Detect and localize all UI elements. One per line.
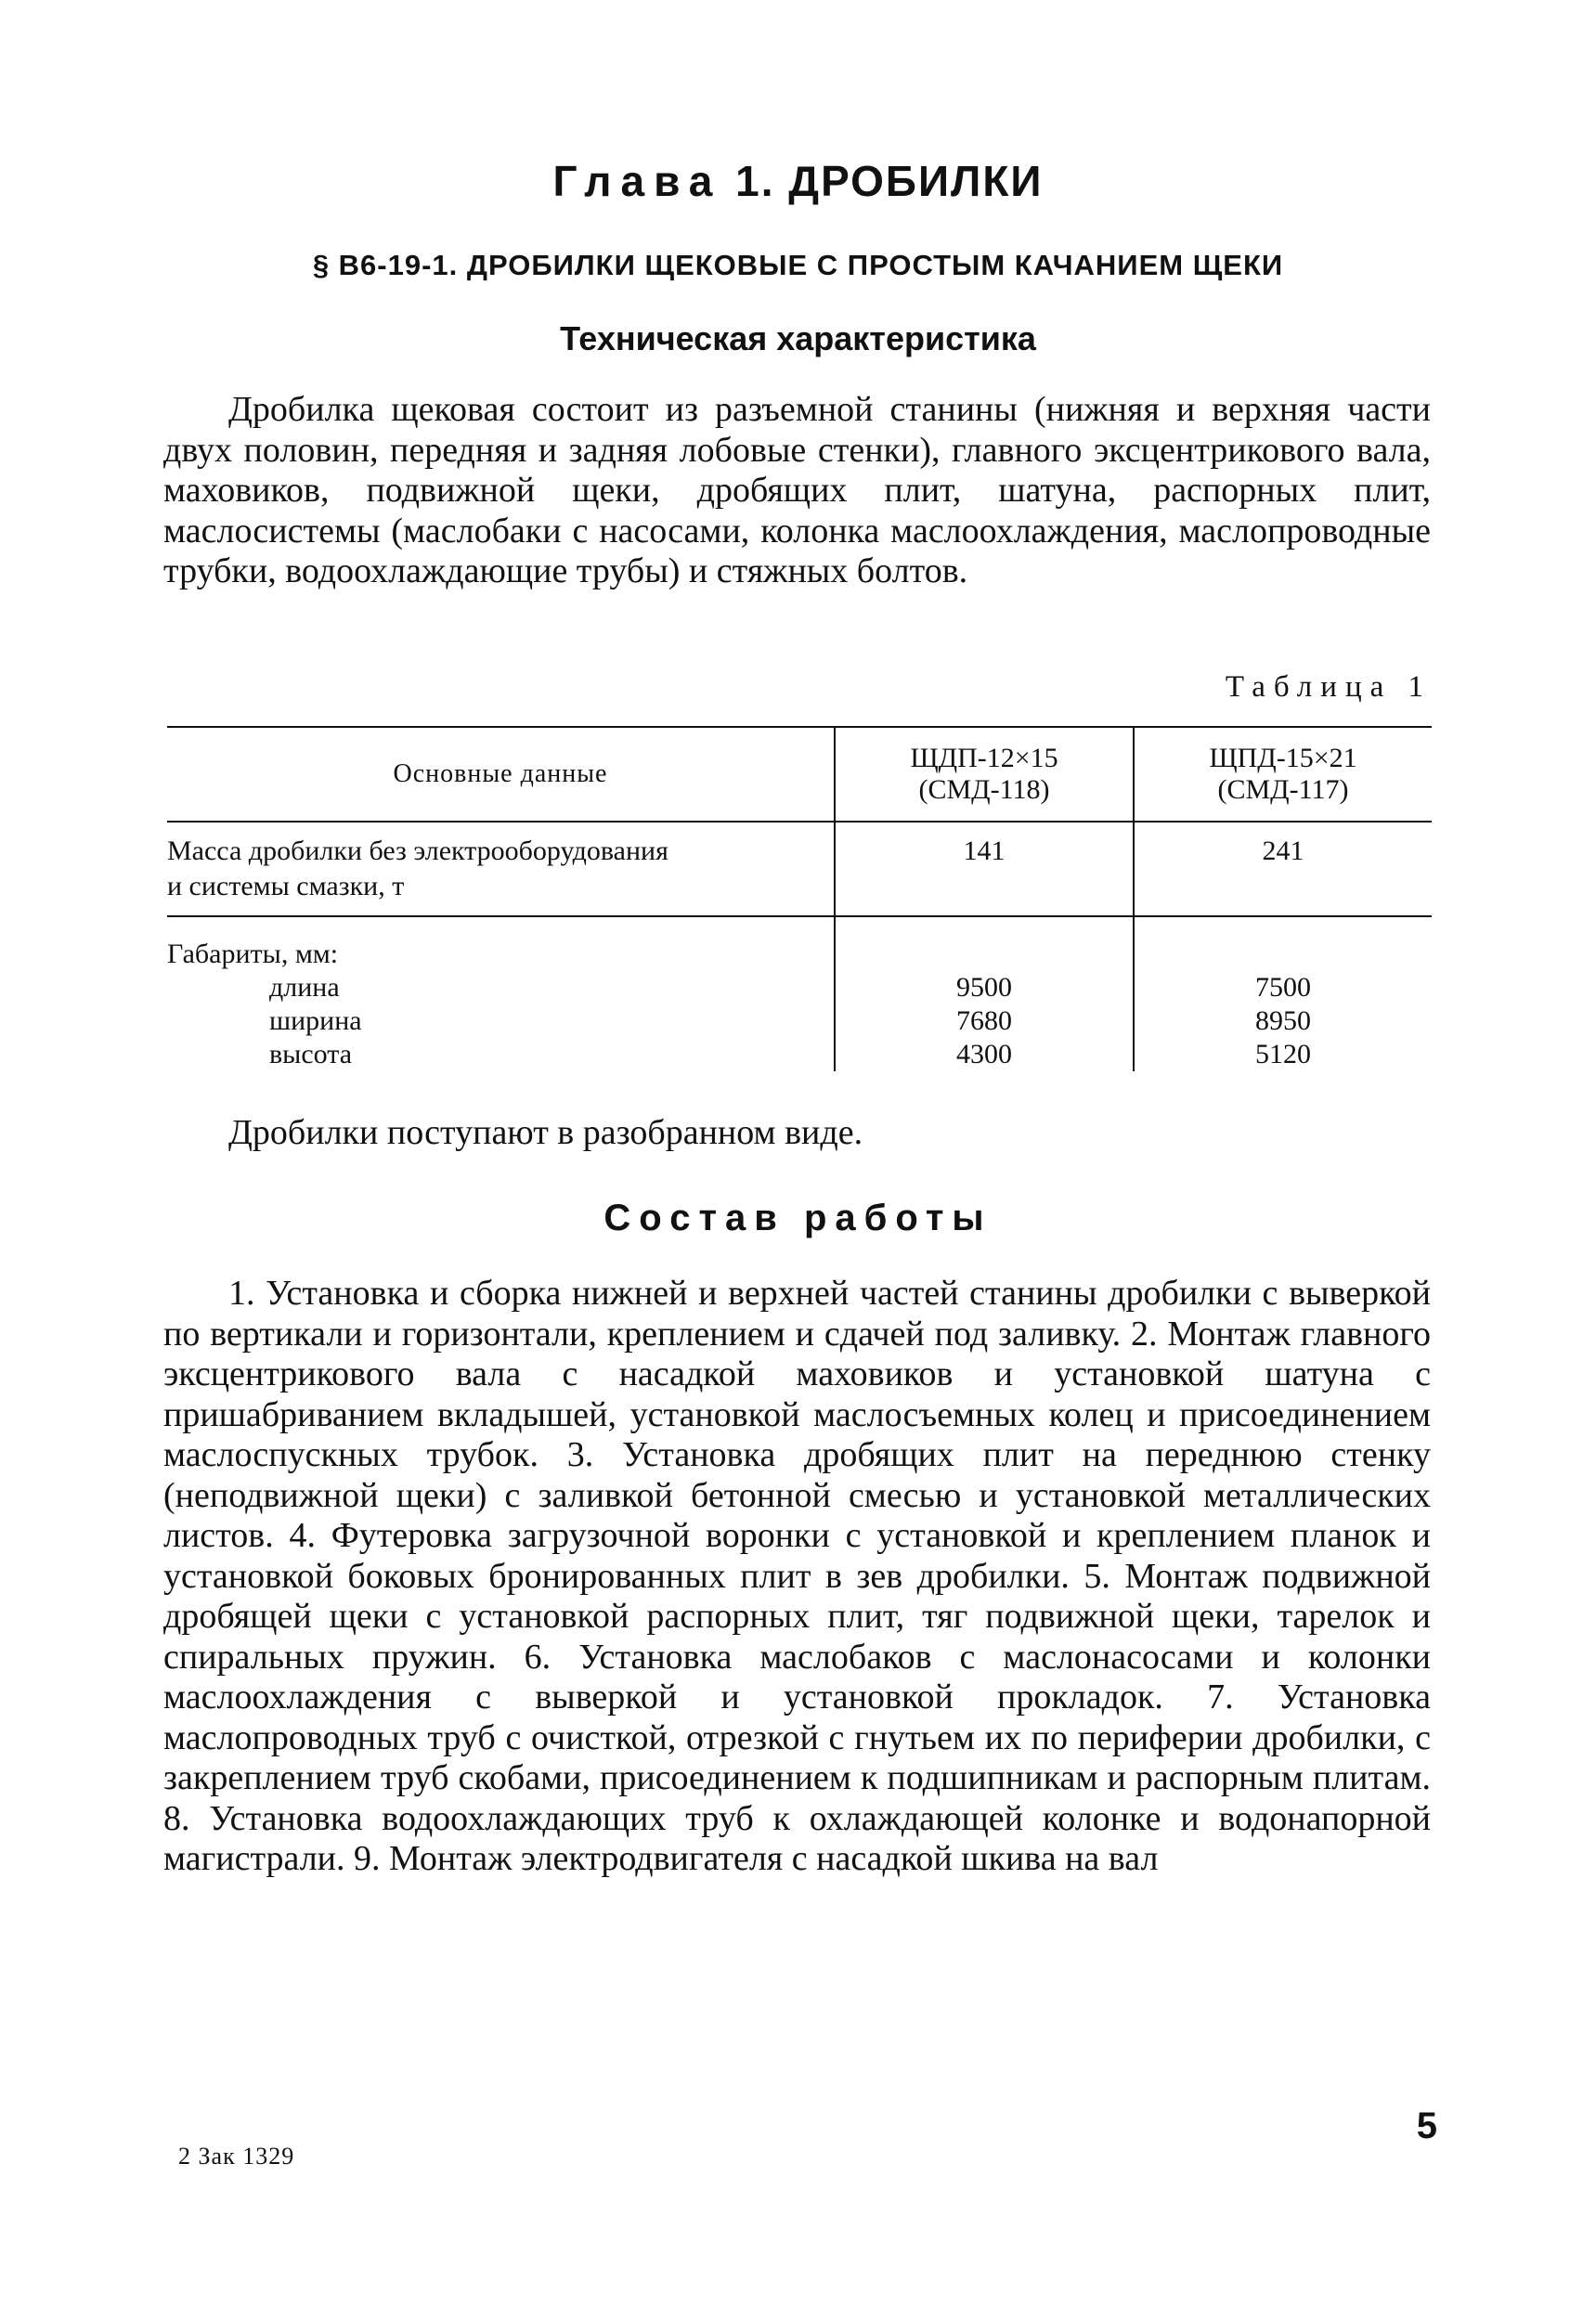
dim-length-value-2: 7500 xyxy=(1255,972,1311,1003)
header-model-2 xyxy=(1134,727,1432,822)
dim-length-value-1: 9500 xyxy=(956,972,1012,1003)
dim-length-label: длина xyxy=(269,972,340,1003)
row-mass-value-1: 141 xyxy=(835,822,1134,916)
row-dims-title: Габариты, мм: xyxy=(167,939,339,969)
table-caption: Таблица 1 xyxy=(1225,670,1432,704)
section-title: § В6-19-1. ДРОБИЛКИ ЩЕКОВЫЕ С ПРОСТЫМ КАЧАНИЕМ ЩЕКИ xyxy=(312,249,1284,281)
table-row xyxy=(167,822,1432,916)
dim-height-label: высота xyxy=(269,1039,353,1069)
dim-width-label: ширина xyxy=(269,1005,362,1036)
row-mass-label-line2: и системы смазки, т xyxy=(167,871,405,901)
work-paragraph: 1. Установка и сборка нижней и верхней частей станины дробилки с выверкой по вертикали и горизонтали, креплением и сдачей под заливку. 2. Монтаж главного эксцентрикового вала с насадкой маховиков и установкой шатуна с пришабриванием вкладышей, установкой маслосъемных колец и присоединением маслоспускных трубок. 3. Установка дробящих плит на переднюю стенку (неподвижной щеки) с заливкой бетонной смесью и установкой металлических листов. 4. Футеровка загрузочной воронки с установкой и креплением планок и установкой боковых бронированных плит в зев дробилки. 5. Монтаж подвижной дробящей щеки с установкой распорных плит, тяг подвижной щеки, тарелок и спиральных пружин. 6. Установка маслобаков с маслонасосами и колонки маслоохлаждения с выверкой и установкой прокладок. 7. Установка маслопроводных труб с очисткой, отрезкой с гнутьем их по периферии дробилки, с закреплением труб скобами, присоединением к подшипникам и распорным плитам. 8. Установка водоохлаждающих труб к охлаждающей колонке и водонапорной магистрали. 9. Монтаж электродвигателя с насадкой шкива на вал xyxy=(163,1274,1431,1878)
dim-width-value-2: 8950 xyxy=(1255,1005,1311,1036)
row-dims-values-2 xyxy=(1134,916,1432,1071)
specification-table xyxy=(167,726,1432,1071)
chapter-prefix: Глава xyxy=(552,157,722,205)
header-main-data: Основные данные xyxy=(393,759,608,788)
dim-width-value-1: 7680 xyxy=(956,1005,1012,1036)
row-mass-label xyxy=(167,822,835,916)
subsection-title: Техническая характеристика xyxy=(560,319,1036,357)
header-model-2-name: ЩПД-15×21 xyxy=(1209,743,1357,773)
table-header-row xyxy=(167,727,1432,822)
header-model-1-code: (СМД-118) xyxy=(918,774,1050,805)
header-model-1 xyxy=(835,727,1134,822)
dim-height-value-1: 4300 xyxy=(956,1039,1012,1069)
row-mass-label-line1: Масса дробилки без электрооборудования xyxy=(167,836,668,866)
chapter-name: 1. ДРОБИЛКИ xyxy=(735,157,1044,205)
header-model-2-code: (СМД-117) xyxy=(1217,774,1349,805)
print-order-note: 2 Зак 1329 xyxy=(178,2143,295,2170)
page-number: 5 xyxy=(1416,2105,1437,2146)
chapter-title xyxy=(0,156,1596,206)
row-dims-values-1 xyxy=(835,916,1134,1071)
row-dims-labels xyxy=(167,916,835,1071)
row-mass-value-2: 241 xyxy=(1262,836,1304,866)
header-model-1-name: ЩДП-12×15 xyxy=(910,743,1058,773)
dim-height-value-2: 5120 xyxy=(1255,1039,1311,1069)
table-row xyxy=(167,916,1432,1071)
delivery-note: Дробилки поступают в разобранном виде. xyxy=(228,1113,863,1152)
intro-paragraph: Дробилка щековая состоит из разъемной станины (нижняя и верхняя части двух половин, передняя и задняя лобовые стенки), главного эксцентрикового вала, маховиков, подвижной щеки, дробящих плит, шатуна, распорных плит, маслосистемы (маслобаки с насосами, колонка маслоохлаждения, маслопроводные трубки, водоохлаждающие трубы) и стяжных болтов. xyxy=(163,390,1431,590)
work-composition-title: Состав работы xyxy=(603,1198,993,1238)
